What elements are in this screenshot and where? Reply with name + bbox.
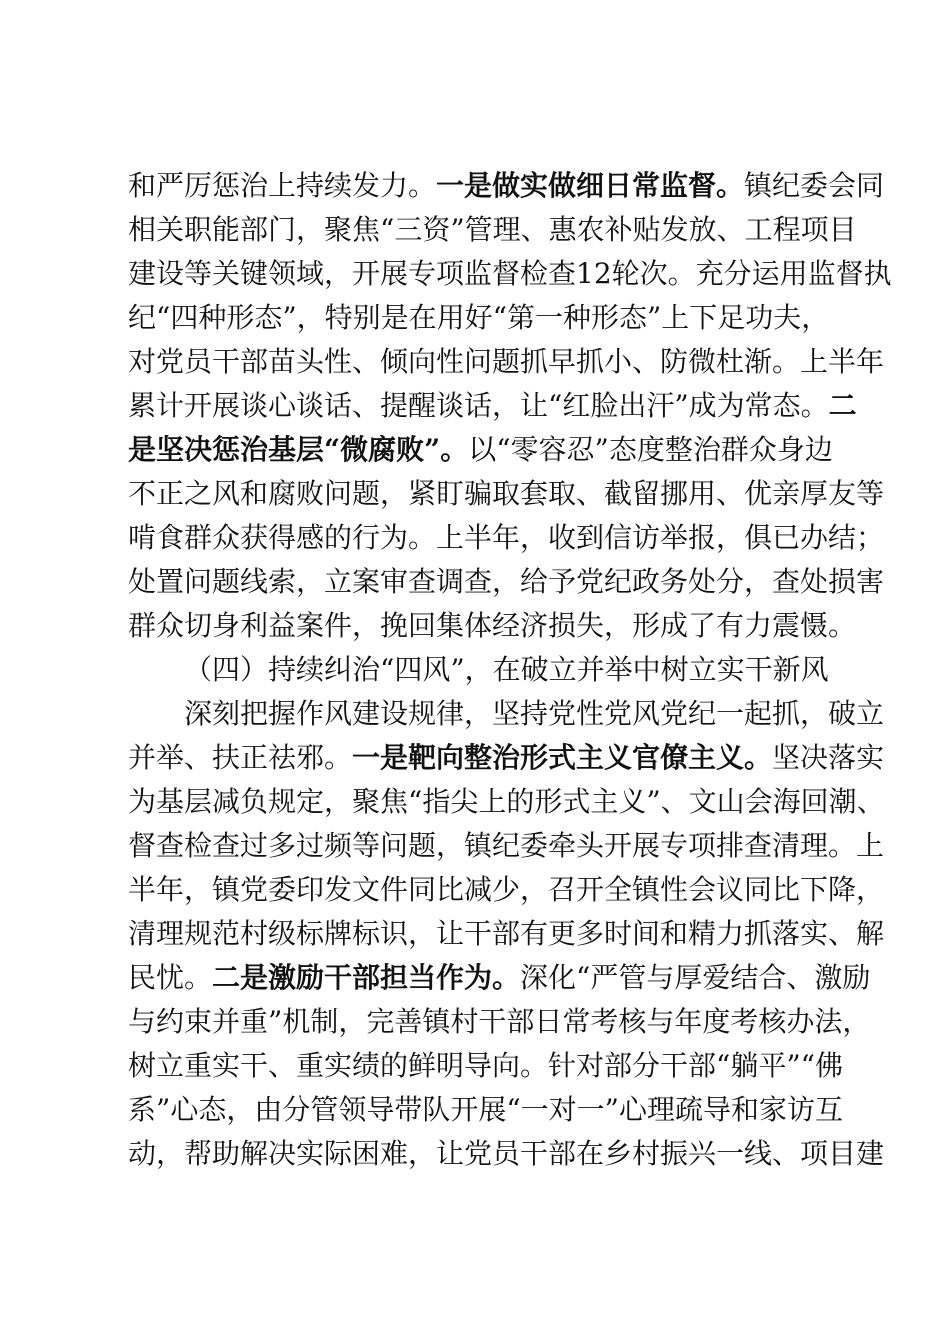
text-segment: 纪“四种形态”，特别是在用好“第一种形态”上下足功夫， (128, 301, 830, 334)
text-line-3 (128, 252, 892, 296)
text-segment: 累计开展谈心谈话、提醒谈话，让“红脸出汗”成为常态。 (128, 389, 829, 422)
text-line-10 (128, 560, 885, 604)
text-segment: 处置问题线索，立案审查调查，给予党纪政务处分，查处损害 (128, 565, 885, 598)
bold-heading-segment: 一是做实做细日常监督。 (436, 169, 745, 202)
text-segment: 树立重实干、重实绩的鲜明导向。针对部分干部“躺平”“佛 (128, 1049, 843, 1082)
text-line-23 (128, 1132, 885, 1176)
text-line-21 (128, 1044, 843, 1088)
text-segment: 坚决落实 (772, 741, 885, 774)
bold-heading-segment: 是坚决惩治基层“微腐败”。 (128, 433, 469, 466)
text-line-11 (128, 604, 857, 648)
text-segment: 为基层减负规定，聚焦“指尖上的形式主义”、文山会海回潮、 (128, 785, 885, 818)
text-segment: 深刻把握作风建设规律，坚持党性党风党纪一起抓，破立 (184, 697, 885, 730)
text-segment: 相关职能部门，聚焦“三资”管理、惠农补贴发放、工程项目 (128, 213, 857, 246)
text-line-7 (128, 428, 833, 472)
text-line-13 (184, 692, 885, 736)
text-line-9 (128, 516, 885, 560)
text-line-15 (128, 780, 885, 824)
text-line-4 (128, 296, 828, 340)
text-segment: 建设等关键领域，开展专项监督检查12轮次。充分运用监督执 (128, 257, 892, 290)
text-segment: 群众切身利益案件，挽回集体经济损失，形成了有力震慑。 (128, 609, 857, 642)
text-segment: 督查检查过多过频等问题，镇纪委牵头开展专项排查清理。上 (128, 829, 885, 862)
text-segment: 与约束并重”机制，完善镇村干部日常考核与年度考核办法， (128, 1005, 871, 1038)
text-segment: 啃食群众获得感的行为。上半年，收到信访举报，俱已办结； (128, 521, 885, 554)
section-heading (184, 648, 828, 692)
text-segment: 对党员干部苗头性、倾向性问题抓早抓小、防微杜渐。上半年 (128, 345, 885, 378)
text-segment: 民忧。 (128, 961, 213, 994)
bold-heading-segment: 一是靶向整治形式主义官僚主义。 (352, 741, 773, 774)
section-heading-text: （四）持续纠治“四风”，在破立并举中树立实干新风 (184, 653, 829, 686)
text-line-1 (128, 164, 885, 208)
text-line-2 (128, 208, 857, 252)
text-segment: 清理规范村级标牌标识，让干部有更多时间和精力抓落实、解 (128, 917, 885, 950)
text-segment: 以“零容忍”态度整治群众身边 (468, 433, 833, 466)
text-line-17 (128, 868, 885, 912)
text-line-14 (128, 736, 885, 780)
text-line-16 (128, 824, 885, 868)
text-segment: 不正之风和腐败问题，紧盯骗取套取、截留挪用、优亲厚友等 (128, 477, 885, 510)
text-line-20 (128, 1000, 871, 1044)
text-line-6 (128, 384, 857, 428)
text-segment: 并举、扶正祛邪。 (128, 741, 353, 774)
bold-heading-segment: 二 (828, 389, 857, 422)
text-line-5 (128, 340, 885, 384)
text-line-19 (128, 956, 871, 1000)
text-segment: 半年，镇党委印发文件同比减少，召开全镇性会议同比下降， (128, 873, 885, 906)
text-segment: 系”心态，由分管领导带队开展“一对一”心理疏导和家访互 (128, 1093, 843, 1126)
text-segment: 动，帮助解决实际困难，让党员干部在乡村振兴一线、项目建 (128, 1137, 885, 1170)
text-line-8 (128, 472, 885, 516)
text-line-22 (128, 1088, 843, 1132)
text-segment: 镇纪委会同 (744, 169, 885, 202)
text-line-18 (128, 912, 885, 956)
text-segment: 和严厉惩治上持续发力。 (128, 169, 437, 202)
text-segment: 深化“严管与厚爱结合、激励 (520, 961, 871, 994)
bold-heading-segment: 二是激励干部担当作为。 (212, 961, 521, 994)
